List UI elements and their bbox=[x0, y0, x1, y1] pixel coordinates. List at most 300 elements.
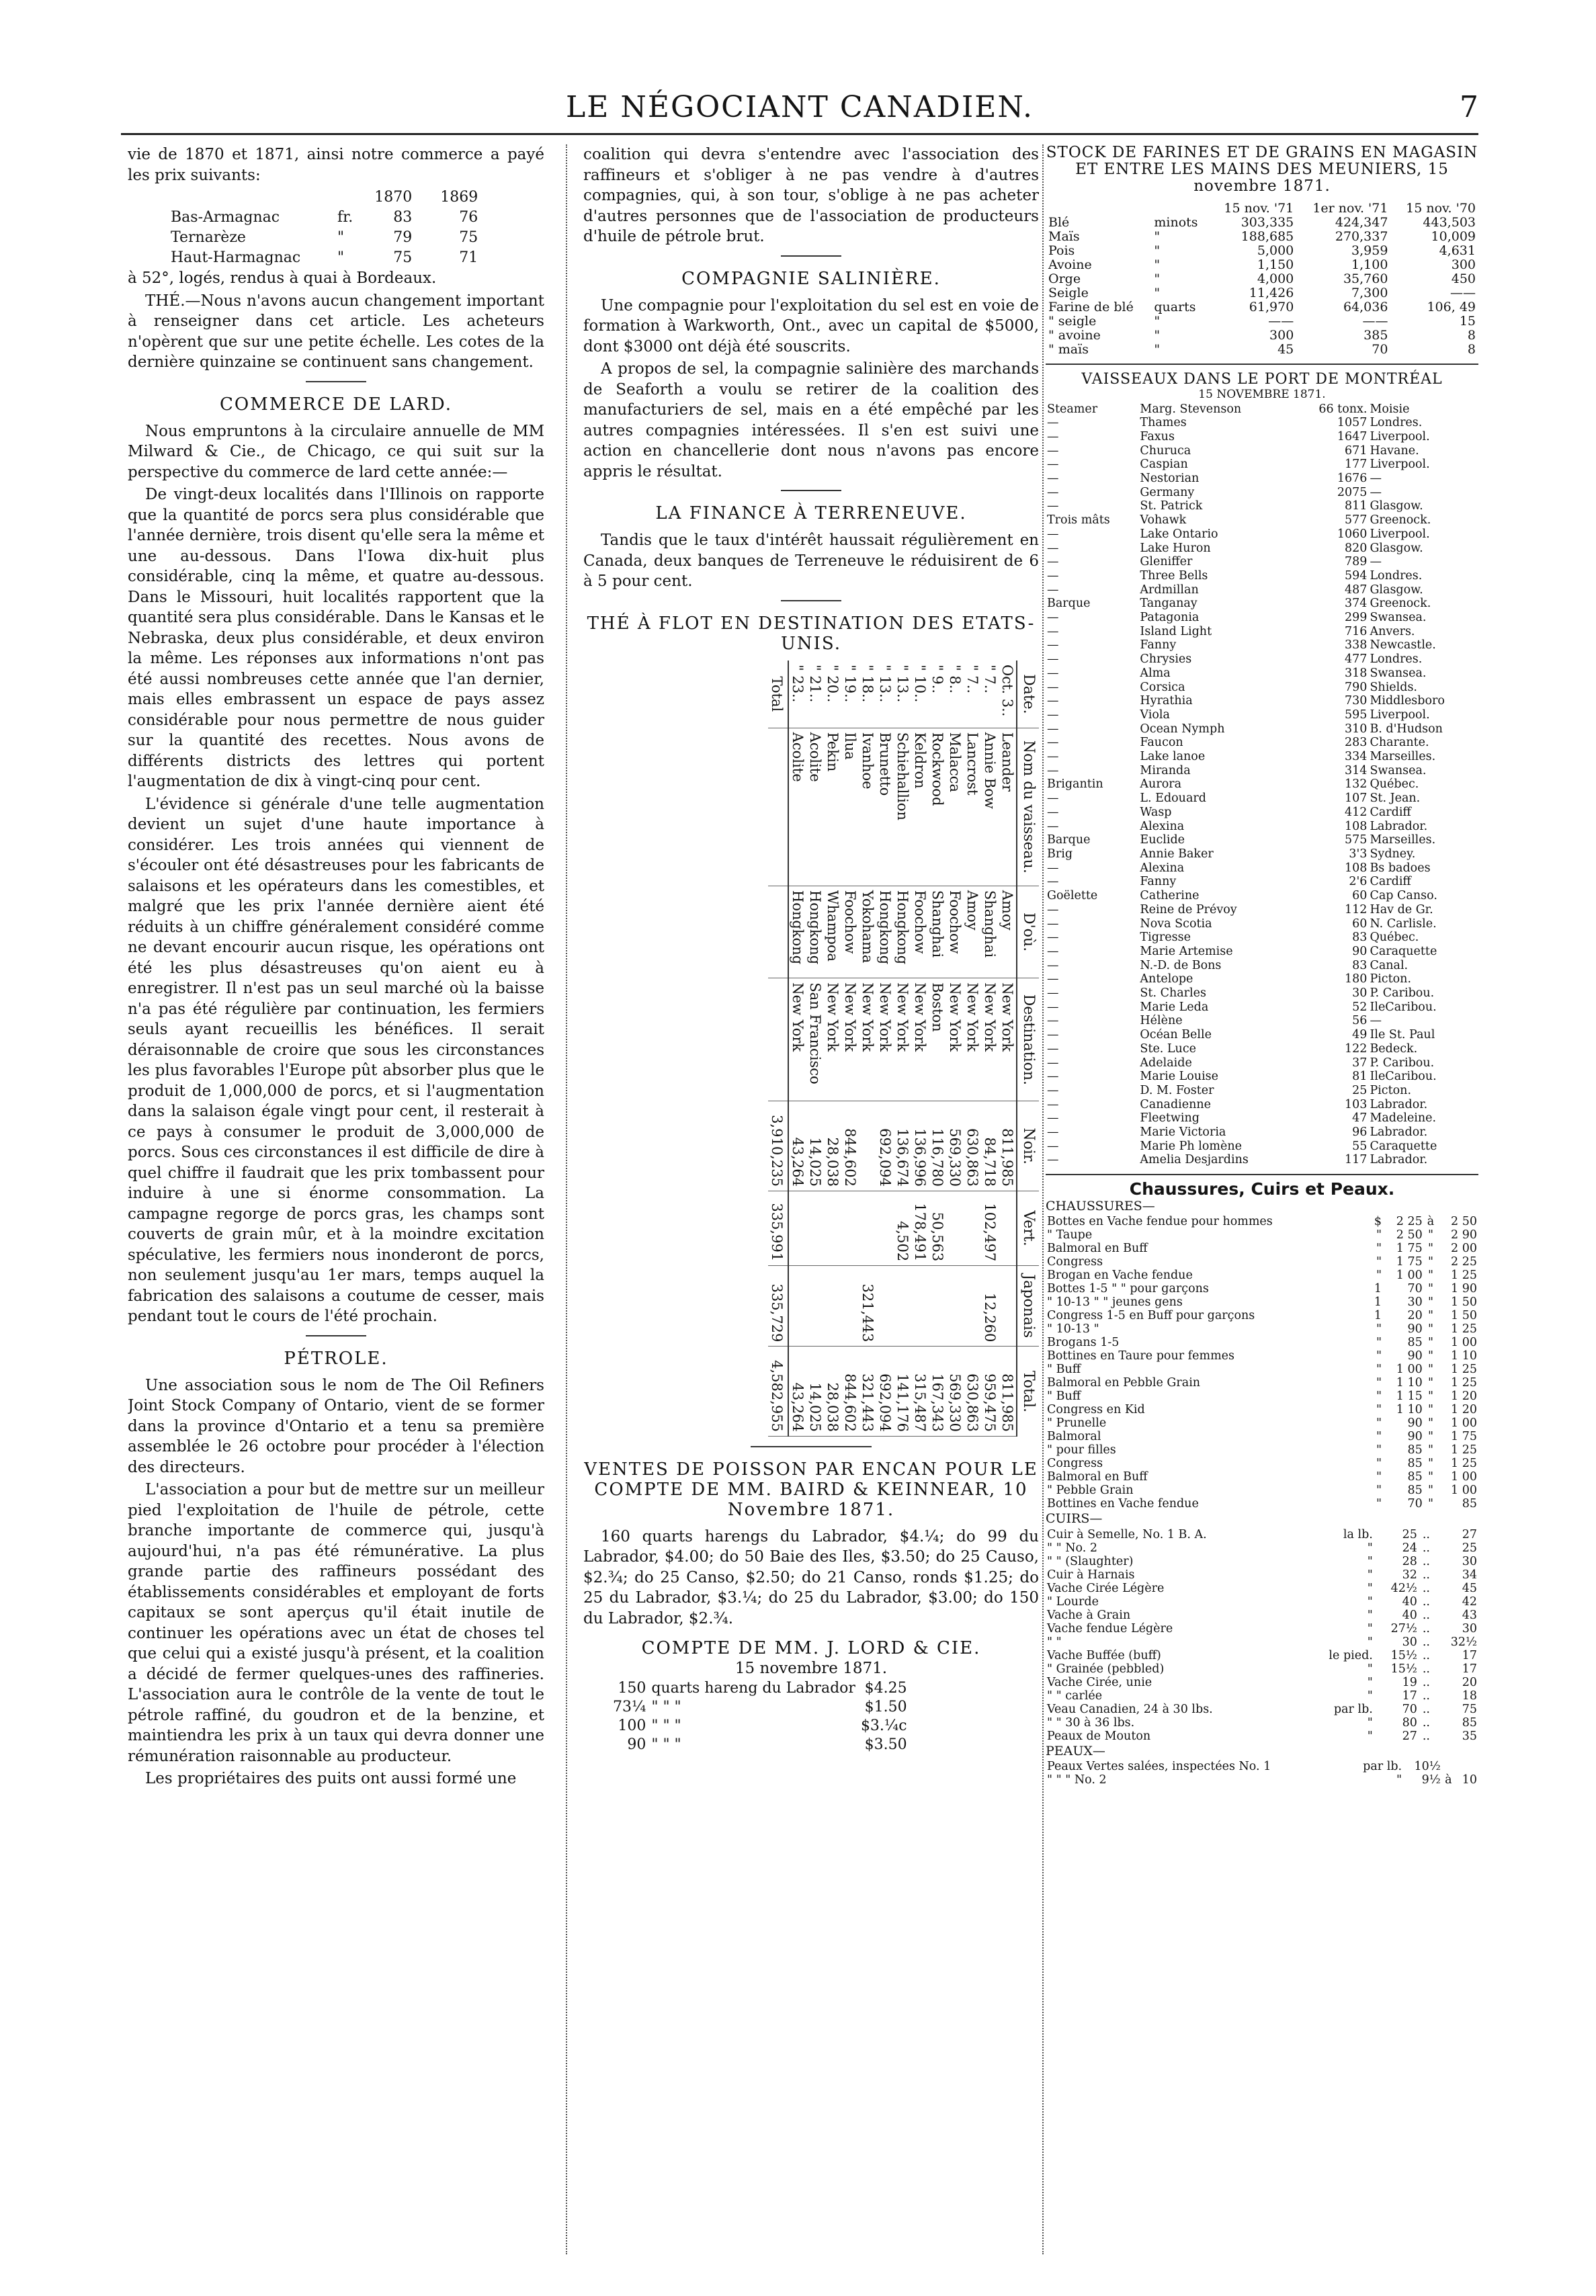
table-row bbox=[1046, 722, 1478, 736]
table-cell: Balmoral bbox=[1047, 1430, 1101, 1444]
table-cell: Liverpool. bbox=[1370, 458, 1430, 472]
table-row bbox=[610, 1698, 910, 1717]
table-cell: — bbox=[1047, 694, 1059, 708]
table-cell: Antelope bbox=[1140, 972, 1193, 986]
table-cell: 81 bbox=[1352, 1070, 1368, 1084]
table-cell: 1 bbox=[1374, 1309, 1382, 1323]
table-cell: Charante. bbox=[1370, 736, 1429, 750]
table-cell: 1 25 bbox=[1451, 1443, 1477, 1457]
table-cell: Hongkong bbox=[806, 886, 824, 978]
table-cell: 141,176 bbox=[894, 1346, 911, 1436]
table-cell: Vache Cirée, unie bbox=[1047, 1675, 1152, 1689]
table-cell: Fanny bbox=[1140, 875, 1177, 889]
table-row bbox=[1046, 1376, 1478, 1390]
table-cell: 70 bbox=[1402, 1702, 1417, 1716]
table-cell: 1 20 bbox=[1451, 1390, 1477, 1404]
table-cell: 310 bbox=[1345, 722, 1368, 736]
table-row bbox=[1046, 1582, 1478, 1595]
table-cell: 40 bbox=[1402, 1608, 1417, 1622]
table-cell: 42 bbox=[1462, 1595, 1477, 1609]
table-row bbox=[1046, 1322, 1478, 1336]
table-cell: 30 bbox=[1462, 1554, 1477, 1568]
table-cell: 385 bbox=[1363, 328, 1388, 343]
table-cell: 4,582,955 bbox=[768, 1346, 788, 1436]
table-cell: minots bbox=[1154, 215, 1198, 230]
paragraph: L'association a pour but de mettre sur un meilleur pied l'exploitation de l'huile de pétrole, cette branche importante de commerce qui, jusqu'à aujourd'hui, n'a pas été rémunérative. La plus grande partie des raffineurs possédant des établissements considérables et employant de forts capitaux se sont aperçus qu'il était inutile de continuer les opérations avec un état de choses tel que celui qui a existé jusqu'à présent, et la coalition a décidé de fermer quelques-unes des raffineries. L'association aura le contrôle de la vente de tout le pétrole raffiné, du goudron et de la benzine, et maintiendra les prix à un taux qui devra donner une rémunération raisonnable au producteur. bbox=[128, 1481, 544, 1765]
table-cell: 1 10 bbox=[1396, 1403, 1423, 1417]
table-cell: 300 bbox=[1451, 257, 1476, 272]
subsection-label: PEAUX— bbox=[1046, 1743, 1105, 1758]
table-cell: 577 bbox=[1345, 513, 1368, 527]
table-cell: .. bbox=[1422, 1675, 1430, 1689]
table-cell: 1,100 bbox=[1351, 257, 1388, 272]
table-cell: — bbox=[1047, 1111, 1059, 1125]
table-cell: Euclide bbox=[1140, 833, 1185, 847]
table-cell: " 10-13 " bbox=[1047, 1322, 1099, 1336]
table-cell: 283 bbox=[1345, 736, 1368, 750]
table-cell: Gleniffer bbox=[1140, 555, 1193, 569]
separator bbox=[751, 1446, 872, 1447]
table-cell: " 10-13 " " jeunes gens bbox=[1047, 1295, 1183, 1310]
table-cell: Brunetto bbox=[876, 728, 894, 886]
table-row bbox=[1046, 1497, 1478, 1511]
table-cell: 136,674 bbox=[894, 1101, 911, 1191]
table-cell: .. bbox=[1422, 1662, 1430, 1676]
table-cell: 50,563 bbox=[929, 1191, 946, 1265]
table-cell: Labrador. bbox=[1370, 1125, 1428, 1140]
table-cell: Sydney. bbox=[1370, 847, 1416, 861]
table-cell: Brigantin bbox=[1047, 777, 1103, 792]
table-cell: 25 bbox=[1462, 1541, 1477, 1555]
table-cell: 443,503 bbox=[1423, 215, 1476, 230]
section-title: VAISSEAUX DANS LE PORT DE MONTRÉAL bbox=[1081, 371, 1443, 388]
table-row bbox=[1046, 1215, 1478, 1228]
table-cell: " avoine bbox=[1048, 328, 1101, 343]
table-cell: Hongkong bbox=[788, 886, 806, 978]
table-cell: 1 00 bbox=[1451, 1470, 1477, 1484]
table-cell: 136,996 bbox=[911, 1101, 929, 1191]
table-cell: 42½ bbox=[1390, 1581, 1417, 1595]
table-cell: Foochow bbox=[841, 886, 859, 978]
table-cell: 18 bbox=[1462, 1689, 1477, 1703]
table-cell: 20 bbox=[1407, 1309, 1423, 1323]
table-row bbox=[1046, 1056, 1478, 1070]
table-cell: " bbox=[1376, 1416, 1382, 1431]
table-cell: 188,685 bbox=[1241, 229, 1294, 244]
table-row bbox=[1046, 1568, 1478, 1582]
table-cell: — bbox=[1047, 666, 1059, 680]
table-cell: 303,335 bbox=[1241, 215, 1294, 230]
newspaper-title: LE NÉGOCIANT CANADIEN. bbox=[566, 90, 1034, 124]
table-cell: " bbox=[1427, 1309, 1433, 1323]
table-row bbox=[1046, 1001, 1478, 1015]
table-cell: Brogan en Vache fendue bbox=[1047, 1269, 1193, 1283]
table-cell bbox=[964, 1265, 981, 1346]
tea-table-wrapper bbox=[583, 661, 1039, 1437]
table-cell: — bbox=[1047, 458, 1059, 472]
table-cell: Londres. bbox=[1370, 652, 1423, 667]
table-cell: 270,337 bbox=[1335, 229, 1388, 244]
table-cell: Balmoral en Buff bbox=[1047, 1470, 1148, 1484]
table-cell: $4.25 bbox=[864, 1679, 907, 1697]
column-3 bbox=[1046, 144, 1478, 2254]
section-title: COMPTE DE MM. J. LORD & CIE. bbox=[641, 1638, 981, 1658]
table-row bbox=[1046, 1336, 1478, 1349]
table-cell: " bbox=[1376, 1363, 1382, 1377]
table-cell: 7,300 bbox=[1351, 286, 1388, 300]
table-row bbox=[1046, 542, 1478, 556]
table-row bbox=[1046, 806, 1478, 820]
table-cell: 35,760 bbox=[1343, 271, 1388, 286]
table-cell: Ilua bbox=[841, 728, 859, 886]
table-cell: 811,985 bbox=[999, 1101, 1017, 1191]
table-cell: 1060 bbox=[1337, 527, 1368, 541]
table-cell: 2 25 bbox=[1396, 1215, 1423, 1229]
table-cell: — bbox=[1370, 555, 1382, 569]
table-row bbox=[1046, 1716, 1478, 1730]
table-row bbox=[1046, 972, 1478, 986]
table-row bbox=[610, 1679, 910, 1698]
table-cell: — bbox=[1047, 763, 1059, 777]
table-cell: 28,038 bbox=[824, 1101, 841, 1191]
table-cell: " Pebble Grain bbox=[1047, 1484, 1134, 1498]
table-row bbox=[1046, 597, 1478, 611]
table-cell: Lake lanoe bbox=[1140, 750, 1206, 764]
table-cell bbox=[1455, 1760, 1478, 1773]
table-cell: Marie Ph lomène bbox=[1140, 1139, 1242, 1153]
table-row bbox=[1046, 1014, 1478, 1028]
table-cell bbox=[999, 1265, 1017, 1346]
table-cell: D. M. Foster bbox=[1140, 1083, 1214, 1097]
table-cell: 85 bbox=[1407, 1336, 1423, 1350]
table-cell bbox=[841, 1265, 859, 1346]
table-row bbox=[1046, 1484, 1478, 1497]
table-cell: 1 20 bbox=[1451, 1403, 1477, 1417]
table-row bbox=[1046, 1309, 1478, 1322]
table-cell: 2 00 bbox=[1451, 1242, 1477, 1256]
table-cell: 30 bbox=[1402, 1635, 1417, 1649]
section-title: PÉTROLE. bbox=[284, 1348, 388, 1369]
table-row bbox=[841, 661, 859, 1437]
table-cell: 106, 49 bbox=[1427, 300, 1476, 314]
table-cell: Amelia Desjardins bbox=[1140, 1153, 1249, 1167]
table-cell: Pois bbox=[1048, 243, 1075, 258]
table-cell: " Grainée (pebbled) bbox=[1047, 1662, 1165, 1676]
table-row bbox=[1046, 986, 1478, 1001]
peaux-table bbox=[1046, 1760, 1478, 1787]
table-cell: " bbox=[1427, 1349, 1433, 1363]
table-row bbox=[1046, 931, 1478, 945]
table-row bbox=[1046, 1111, 1478, 1125]
table-cell: 1 00 bbox=[1396, 1269, 1423, 1283]
table-cell: — bbox=[1047, 652, 1059, 667]
table-cell: — bbox=[1047, 1028, 1059, 1042]
table-cell: 594 bbox=[1345, 568, 1368, 583]
table-cell: Glasgow. bbox=[1370, 499, 1423, 513]
column-header: D'où. bbox=[1017, 886, 1039, 978]
table-cell: " bbox=[1376, 1443, 1382, 1457]
chaussures-table bbox=[1046, 1215, 1478, 1511]
table-cell: Ivanhoe bbox=[859, 728, 876, 886]
table-cell: Ile St. Paul bbox=[1370, 1028, 1435, 1042]
table-cell: " 7.. bbox=[964, 661, 981, 728]
table-cell: " bbox=[1427, 1295, 1433, 1310]
table-row bbox=[1046, 286, 1478, 300]
table-cell: 321,443 bbox=[859, 1346, 876, 1436]
table-cell: Rockwood bbox=[929, 728, 946, 886]
table-cell: quarts hareng du Labrador bbox=[651, 1679, 855, 1697]
table-cell bbox=[894, 1265, 911, 1346]
table-cell: 959,475 bbox=[981, 1346, 999, 1436]
table-cell: 1676 bbox=[1337, 472, 1368, 486]
table-cell: Annie Baker bbox=[1140, 847, 1214, 861]
table-cell: Thames bbox=[1140, 416, 1187, 430]
table-cell: " 21.. bbox=[806, 661, 824, 728]
table-row bbox=[1046, 555, 1478, 569]
table-cell: 43,264 bbox=[788, 1101, 806, 1191]
table-cell: Glasgow. bbox=[1370, 583, 1423, 597]
table-cell: New York bbox=[964, 978, 981, 1101]
table-cell: 28 bbox=[1402, 1554, 1417, 1568]
column-header: Vert. bbox=[1017, 1191, 1039, 1265]
table-cell: 789 bbox=[1345, 555, 1368, 569]
table-cell: 844,602 bbox=[841, 1101, 859, 1191]
table-cell: quarts bbox=[1154, 300, 1196, 314]
table-cell: 338 bbox=[1345, 638, 1368, 652]
table-cell: " bbox=[1367, 1568, 1373, 1582]
table-cell: Yokohama bbox=[859, 886, 876, 978]
table-cell: 730 bbox=[1345, 694, 1368, 708]
table-cell: " bbox=[1367, 1595, 1373, 1609]
table-cell: Québec. bbox=[1370, 777, 1419, 792]
table-cell: " bbox=[1376, 1269, 1382, 1283]
table-cell: Barque bbox=[1047, 833, 1091, 847]
table-row bbox=[610, 1736, 910, 1754]
table-cell: " bbox=[1376, 1390, 1382, 1404]
paragraph: Les propriétaires des puits ont aussi formé une bbox=[145, 1770, 517, 1787]
table-cell: Miranda bbox=[1140, 763, 1191, 777]
table-row bbox=[1046, 1662, 1478, 1676]
table-cell: " bbox=[1427, 1282, 1433, 1296]
table-cell: 150 bbox=[618, 1679, 646, 1697]
table-row bbox=[1046, 903, 1478, 917]
table-row bbox=[1046, 1430, 1478, 1443]
table-cell: 90 bbox=[1407, 1349, 1423, 1363]
table-cell: " bbox=[1367, 1608, 1373, 1622]
table-row bbox=[1046, 513, 1478, 527]
table-cell: —— bbox=[1362, 314, 1388, 329]
paragraph: A propos de sel, la compagnie salinière des marchands de Seaforth a voulu se retirer de la coalition des manufacturiers de sel, mais en a été empêché par les autres compagnies intéressées. Il s'en est suivi une action en chancellerie dont nous n'avons pas encore appris le résultat. bbox=[583, 360, 1039, 480]
table-cell: — bbox=[1047, 875, 1059, 889]
table-row bbox=[1046, 1773, 1478, 1787]
table-cell: 569,330 bbox=[946, 1346, 964, 1436]
column-divider bbox=[1042, 144, 1044, 2254]
table-cell: 85 bbox=[1407, 1484, 1423, 1498]
table-cell: — bbox=[1047, 1083, 1059, 1097]
paragraph: coalition qui devra s'entendre avec l'association des raffineurs et s'obliger à ne pas vendre à d'autres compagnies, qui, à son tour, s'oblige à ne pas acheter d'autres personnes que de l'association de producteurs d'huile de pétrole brut. bbox=[583, 146, 1039, 245]
table-row bbox=[1046, 736, 1478, 750]
table-cell: 19 bbox=[1402, 1675, 1417, 1689]
table-cell: .. bbox=[1422, 1568, 1430, 1582]
table-cell: — bbox=[1047, 750, 1059, 764]
table-row bbox=[1046, 792, 1478, 806]
table-cell: New York bbox=[824, 978, 841, 1101]
table-cell: 630,863 bbox=[964, 1101, 981, 1191]
table-cell: 15 bbox=[1459, 314, 1476, 329]
paragraph: Une compagnie pour l'exploitation du sel est en voie de formation à Warkworth, Ont., avec un capital de $5000, dont $3000 ont déjà été souscrits. bbox=[583, 296, 1039, 355]
table-cell: 1 25 bbox=[1451, 1457, 1477, 1471]
table-cell: — bbox=[1047, 429, 1059, 443]
table-row: Ternarèze " 79 75 bbox=[171, 229, 478, 246]
table-cell: Steamer bbox=[1047, 402, 1098, 416]
table-cell: " " " No. 2 bbox=[1047, 1773, 1107, 1787]
table-cell: Londres. bbox=[1370, 568, 1423, 583]
table-cell: " bbox=[1154, 342, 1161, 357]
table-cell: " bbox=[1367, 1541, 1373, 1555]
table-cell: Keldron bbox=[911, 728, 929, 886]
table-cell: Marie Victoria bbox=[1140, 1125, 1226, 1140]
table-cell: Hav de Gr. bbox=[1370, 902, 1433, 917]
table-row bbox=[1046, 486, 1478, 500]
table-cell: Brogans 1-5 bbox=[1047, 1336, 1120, 1350]
table-cell: .. bbox=[1422, 1527, 1430, 1541]
table-cell: Barque bbox=[1047, 597, 1091, 611]
table-cell: — bbox=[1047, 972, 1059, 986]
table-cell: Océan Belle bbox=[1140, 1028, 1212, 1042]
table-cell: Alma bbox=[1140, 666, 1171, 680]
table-row bbox=[1046, 917, 1478, 931]
table-cell: " bbox=[1367, 1729, 1373, 1743]
table-cell: 85 bbox=[1407, 1443, 1423, 1457]
table-row bbox=[1046, 1390, 1478, 1403]
table-row bbox=[1046, 889, 1478, 903]
table-cell: Adelaide bbox=[1140, 1056, 1192, 1070]
table-cell: " bbox=[1376, 1484, 1382, 1498]
table-cell: Congress en Kid bbox=[1047, 1403, 1145, 1417]
table-cell: 1 75 bbox=[1451, 1430, 1477, 1444]
table-row bbox=[1046, 416, 1478, 430]
table-cell: " bbox=[1376, 1403, 1382, 1417]
table-cell: " bbox=[1427, 1484, 1433, 1498]
table-cell: 335,991 bbox=[768, 1191, 788, 1265]
table-row bbox=[1046, 458, 1478, 472]
table-cell: " 9.. bbox=[929, 661, 946, 728]
table-cell: 90 bbox=[627, 1736, 646, 1753]
table-cell: 24 bbox=[1402, 1541, 1417, 1555]
table-cell bbox=[876, 1265, 894, 1346]
table-row bbox=[1046, 1140, 1478, 1154]
table-cell: Caspian bbox=[1140, 458, 1188, 472]
table-cell: 1 25 bbox=[1451, 1376, 1477, 1390]
stock-table bbox=[1046, 202, 1478, 357]
table-cell: — bbox=[1047, 736, 1059, 750]
table-cell: Canadienne bbox=[1140, 1097, 1212, 1111]
table-cell: 56 bbox=[1352, 1014, 1368, 1028]
table-cell: Québec. bbox=[1370, 931, 1419, 945]
column-header: 1er nov. '71 bbox=[1312, 201, 1388, 216]
table-cell: " bbox=[1154, 243, 1161, 258]
table-cell: Fanny bbox=[1140, 638, 1177, 652]
table-cell: —— bbox=[1268, 314, 1294, 329]
table-cell: Madeleine. bbox=[1370, 1111, 1437, 1125]
table-cell: Swansea. bbox=[1370, 611, 1427, 625]
table-row bbox=[1046, 820, 1478, 834]
table-row bbox=[1046, 430, 1478, 444]
table-row bbox=[1046, 847, 1478, 861]
column-header: 15 nov. '71 bbox=[1224, 201, 1294, 216]
table-cell: Vache fendue Légère bbox=[1047, 1621, 1173, 1635]
table-row bbox=[1046, 499, 1478, 513]
table-cell: Chrysies bbox=[1140, 652, 1192, 667]
table-cell: Shanghai bbox=[929, 886, 946, 978]
table-cell: .. bbox=[1422, 1715, 1430, 1730]
table-cell bbox=[964, 1191, 981, 1265]
table-cell: New York bbox=[911, 978, 929, 1101]
table-cell: .. bbox=[1422, 1702, 1430, 1716]
table-cell: Alexina bbox=[1140, 819, 1185, 833]
table-cell: Cardiff bbox=[1370, 805, 1411, 819]
table-cell: " bbox=[1367, 1554, 1373, 1568]
table-row bbox=[1046, 1242, 1478, 1255]
table-cell: " bbox=[1427, 1497, 1433, 1511]
table-cell: 70 bbox=[1372, 342, 1388, 357]
table-cell: Caraquette bbox=[1370, 1139, 1437, 1153]
table-cell: " Taupe bbox=[1047, 1228, 1093, 1242]
table-row bbox=[1046, 652, 1478, 667]
table-cell: Bottines en Vache fendue bbox=[1047, 1497, 1199, 1511]
table-cell: 2 50 bbox=[1451, 1215, 1477, 1229]
table-cell: .. bbox=[1422, 1621, 1430, 1635]
table-cell: .. bbox=[1422, 1608, 1430, 1622]
table-cell: Congress 1-5 en Buff pour garçons bbox=[1047, 1309, 1255, 1323]
table-row bbox=[1046, 1269, 1478, 1282]
table-cell: 2 25 bbox=[1451, 1255, 1477, 1269]
table-cell: " Lourde bbox=[1047, 1595, 1099, 1609]
table-cell: 107 bbox=[1345, 792, 1368, 806]
table-cell: " bbox=[1376, 1376, 1382, 1390]
table-cell: 1 10 bbox=[1451, 1349, 1477, 1363]
table-cell: 1647 bbox=[1337, 429, 1368, 443]
table-cell: 43,264 bbox=[788, 1346, 806, 1436]
table-cell: Swansea. bbox=[1370, 763, 1427, 777]
table-cell: 4,631 bbox=[1439, 243, 1476, 258]
separator bbox=[306, 1335, 366, 1336]
table-cell bbox=[999, 1191, 1017, 1265]
table-cell: 595 bbox=[1345, 708, 1368, 722]
table-cell: 32½ bbox=[1450, 1635, 1477, 1649]
table-row bbox=[1046, 583, 1478, 597]
table-cell: Wasp bbox=[1140, 805, 1172, 819]
table-cell: 1 25 bbox=[1451, 1363, 1477, 1377]
table-row bbox=[1046, 569, 1478, 583]
table-cell bbox=[859, 1191, 876, 1265]
table-cell: 630,863 bbox=[964, 1346, 981, 1436]
table-cell: Pekin bbox=[824, 728, 841, 886]
table-row bbox=[859, 661, 876, 1437]
table-cell: B. d'Hudson bbox=[1370, 722, 1443, 736]
table-cell: Trois mâts bbox=[1047, 513, 1110, 527]
table-row bbox=[1046, 625, 1478, 639]
table-cell: 2 50 bbox=[1396, 1228, 1423, 1242]
table-cell: Ocean Nymph bbox=[1140, 722, 1225, 736]
table-cell: — bbox=[1047, 1056, 1059, 1070]
table-row bbox=[911, 661, 929, 1437]
table-cell: Shields. bbox=[1370, 680, 1417, 694]
table-cell: 671 bbox=[1345, 443, 1368, 458]
section-title: COMPAGNIE SALINIÈRE. bbox=[681, 268, 941, 289]
table-cell: — bbox=[1047, 986, 1059, 1001]
table-cell: " bbox=[1427, 1322, 1433, 1336]
